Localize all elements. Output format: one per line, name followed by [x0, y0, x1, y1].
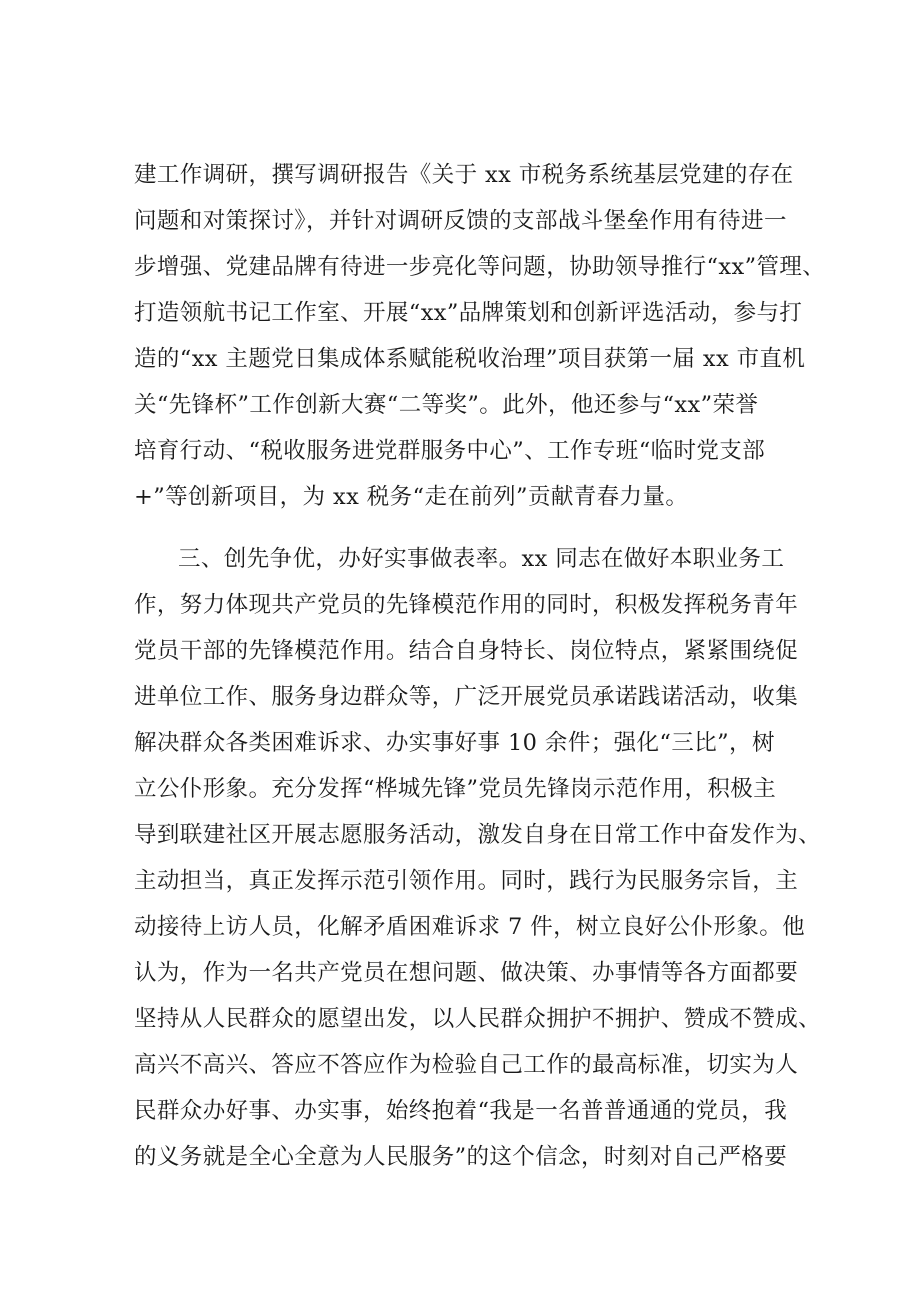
text-line: 造的“xx 主题党日集成体系赋能税收治理”项目获第一届 xx 市直机 — [134, 346, 806, 372]
text-line: 解决群众各类困难诉求、办实事好事 10 余件；强化“三比”，树 — [134, 730, 775, 756]
text-line: 进单位工作、服务身边群众等，广泛开展党员承诺践诺活动，收集 — [134, 684, 799, 710]
text-line: 动接待上访人员，化解矛盾困难诉求 7 件，树立良好公仆形象。他 — [134, 914, 806, 940]
document-body — [134, 152, 826, 1180]
text-line: 坚持从人民群众的愿望出发，以人民群众拥护不拥护、赞成不赞成、 — [134, 1006, 822, 1032]
paragraph-section-three — [134, 536, 822, 1180]
text-line: 打造领航书记工作室、开展“xx”品牌策划和创新评选活动，参与打 — [134, 300, 803, 326]
text-line: 导到联建社区开展志愿服务活动，激发自身在日常工作中奋发作为、 — [134, 822, 822, 848]
text-line: 步增强、党建品牌有待进一步亮化等问题，协助领导推行“xx”管理、 — [134, 254, 826, 280]
text-line: 问题和对策探讨》，并针对调研反馈的支部战斗堡垒作用有待进一 — [134, 208, 787, 234]
text-line: 作，努力体现共产党员的先锋模范作用的同时，积极发挥税务青年 — [134, 592, 799, 618]
text-line: 立公仆形象。充分发挥“桦城先锋”党员先锋岗示范作用，积极主 — [134, 776, 777, 802]
section-heading-line: 三、创先争优，办好实事做表率。xx 同志在做好本职业务工 — [178, 546, 785, 572]
text-line: 的义务就是全心全意为人民服务”的这个信念，时刻对自己严格要 — [134, 1144, 788, 1170]
text-line: 培育行动、“税收服务进党群服务中心”、工作专班“临时党支部 — [134, 438, 766, 464]
paragraph-gap — [134, 520, 806, 536]
text-line: 关“先锋杯”工作创新大赛“二等奖”。此外，他还参与“xx”荣誉 — [134, 392, 759, 418]
text-line: 认为，作为一名共产党员在想问题、做决策、办事情等各方面都要 — [134, 960, 799, 986]
text-line: 高兴不高兴、答应不答应作为检验自己工作的最高标准，切实为人 — [134, 1052, 799, 1078]
paragraph-party-building — [134, 152, 826, 520]
text-line: 主动担当，真正发挥示范引领作用。同时，践行为民服务宗旨，主 — [134, 868, 799, 894]
text-line: 党员干部的先锋模范作用。结合自身特长、岗位特点，紧紧围绕促 — [134, 638, 799, 664]
text-line: 民群众办好事、办实事，始终抱着“我是一名普普通通的党员，我 — [134, 1098, 788, 1124]
text-line: +”等创新项目，为 xx 税务“走在前列”贡献青春力量。 — [134, 484, 689, 510]
text-line: 建工作调研，撰写调研报告《关于 xx 市税务系统基层党建的存在 — [134, 162, 794, 188]
